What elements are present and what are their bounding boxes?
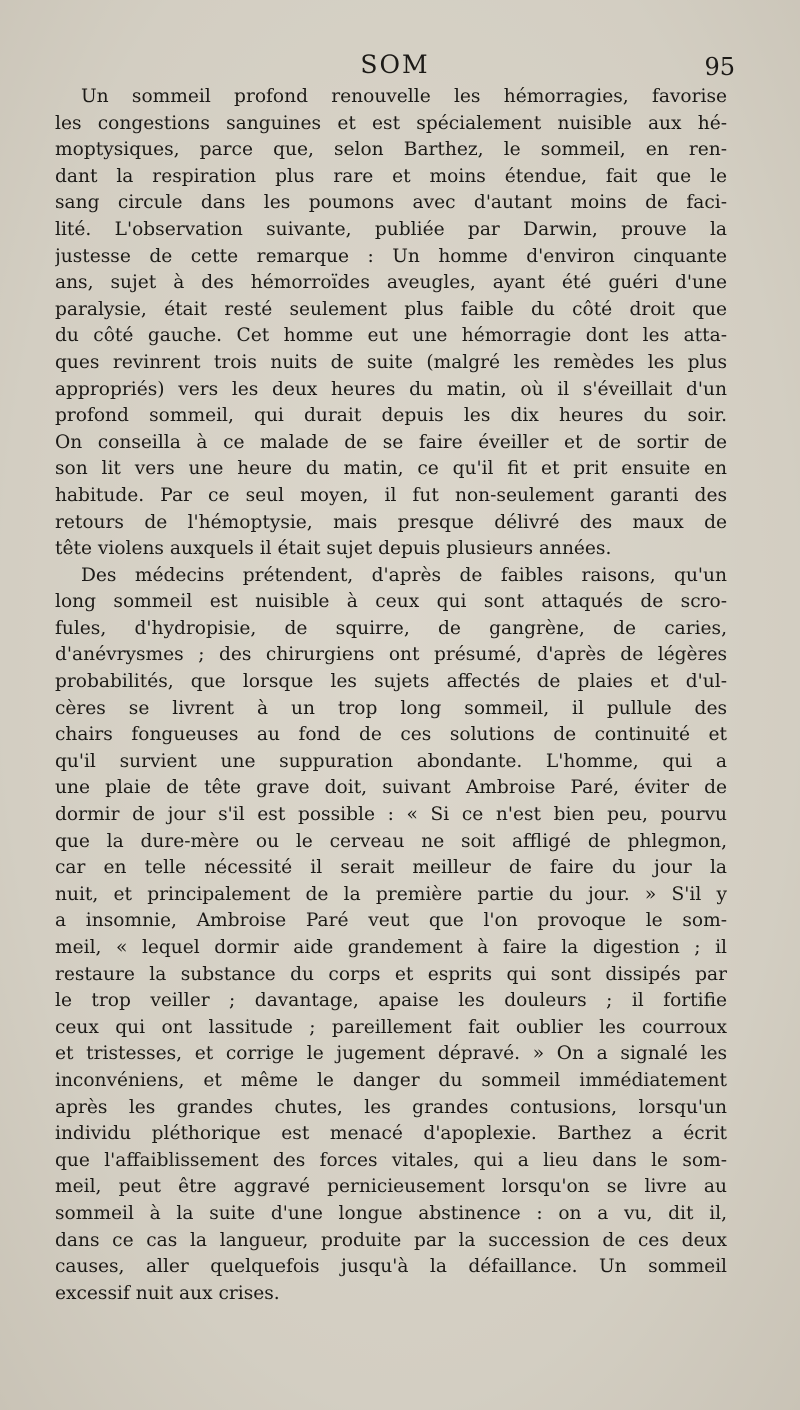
- text-line: les congestions sanguines et est spécialement nuisible aux hé-: [55, 112, 727, 134]
- text-line: Des médecins prétendent, d'après de faibles raisons, qu'un: [81, 564, 727, 586]
- text-line: dormir de jour s'il est possible : « Si ce n'est bien peu, pourvu: [55, 804, 727, 826]
- text-line: une plaie de tête grave doit, suivant Ambroise Paré, éviter de: [55, 777, 727, 799]
- text-line: tête violens auxquels il était sujet depuis plusieurs années.: [55, 538, 612, 560]
- body-text: [55, 84, 727, 1307]
- text-line: Un sommeil profond renouvelle les hémorragies, favorise: [81, 86, 727, 107]
- text-line: habitude. Par ce seul moyen, il fut non-seulement garanti des: [55, 484, 727, 506]
- running-header: [55, 50, 735, 84]
- text-line: meil, peut être aggravé pernicieusement lorsqu'on se livre au: [55, 1176, 727, 1198]
- text-line: excessif nuit aux crises.: [55, 1282, 280, 1304]
- text-line: car en telle nécessité il serait meilleur de faire du jour la: [55, 857, 727, 879]
- text-line: son lit vers une heure du matin, ce qu'il fit et prit ensuite en: [55, 458, 727, 480]
- text-line: justesse de cette remarque : Un homme d'environ cinquante: [55, 245, 727, 267]
- text-line: probabilités, que lorsque les sujets affectés de plaies et d'ul-: [55, 671, 727, 693]
- text-line: profond sommeil, qui durait depuis les dix heures du soir.: [55, 405, 727, 427]
- text-line: On conseilla à ce malade de se faire éveiller et de sortir de: [55, 431, 727, 453]
- text-line: a insomnie, Ambroise Paré veut que l'on provoque le som-: [55, 910, 727, 932]
- text-line: qu'il survient une suppuration abondante. L'homme, qui a: [55, 750, 727, 772]
- text-line: dans ce cas la langueur, produite par la succession de ces deux: [55, 1229, 727, 1251]
- text-line: ans, sujet à des hémorroïdes aveugles, ayant été guéri d'une: [55, 272, 727, 294]
- text-line: retours de l'hémoptysie, mais presque délivré des maux de: [55, 511, 727, 533]
- text-line: fules, d'hydropisie, de squirre, de gangrène, de caries,: [55, 617, 727, 639]
- text-line: que l'affaiblissement des forces vitales, qui a lieu dans le som-: [55, 1149, 727, 1171]
- text-line: dant la respiration plus rare et moins étendue, fait que le: [55, 165, 727, 187]
- text-line: long sommeil est nuisible à ceux qui sont attaqués de scro-: [55, 591, 727, 613]
- text-line: lité. L'observation suivante, publiée par Darwin, prouve la: [55, 218, 727, 240]
- text-line: nuit, et principalement de la première partie du jour. » S'il y: [55, 883, 727, 905]
- running-title: SOM: [360, 50, 430, 79]
- text-line: inconvéniens, et même le danger du sommeil immédiatement: [55, 1069, 727, 1091]
- text-line: moptysiques, parce que, selon Barthez, le sommeil, en ren-: [55, 139, 727, 161]
- text-line: chairs fongueuses au fond de ces solutions de continuité et: [55, 724, 727, 746]
- text-line: le trop veiller ; davantage, apaise les douleurs ; il fortifie: [55, 990, 727, 1012]
- text-line: cères se livrent à un trop long sommeil, il pullule des: [55, 697, 727, 719]
- text-line: causes, aller quelquefois jusqu'à la défaillance. Un sommeil: [55, 1256, 727, 1278]
- text-line: meil, « lequel dormir aide grandement à faire la digestion ; il: [55, 937, 727, 958]
- text-line: individu pléthorique est menacé d'apoplexie. Barthez a écrit: [55, 1123, 727, 1145]
- text-line: et tristesses, et corrige le jugement dépravé. » On a signalé les: [55, 1043, 727, 1065]
- text-line: restaure la substance du corps et esprits qui sont dissipés par: [55, 963, 727, 985]
- text-line: appropriés) vers les deux heures du matin, où il s'éveillait d'un: [55, 378, 727, 400]
- text-line: ceux qui ont lassitude ; pareillement fait oublier les courroux: [55, 1016, 727, 1038]
- text-line: paralysie, était resté seulement plus faible du côté droit que: [55, 298, 727, 320]
- text-line: ques revinrent trois nuits de suite (malgré les remèdes les plus: [55, 351, 727, 373]
- text-line: sommeil à la suite d'une longue abstinence : on a vu, dit il,: [55, 1202, 727, 1224]
- page-number: 95: [704, 53, 735, 81]
- text-line: que la dure-mère ou le cerveau ne soit affligé de phlegmon,: [55, 830, 727, 852]
- text-line: du côté gauche. Cet homme eut une hémorragie dont les atta-: [55, 325, 727, 347]
- text-line: d'anévrysmes ; des chirurgiens ont présumé, d'après de légères: [55, 644, 727, 666]
- text-line: sang circule dans les poumons avec d'autant moins de faci-: [55, 192, 727, 214]
- text-line: après les grandes chutes, les grandes contusions, lorsqu'un: [55, 1096, 727, 1118]
